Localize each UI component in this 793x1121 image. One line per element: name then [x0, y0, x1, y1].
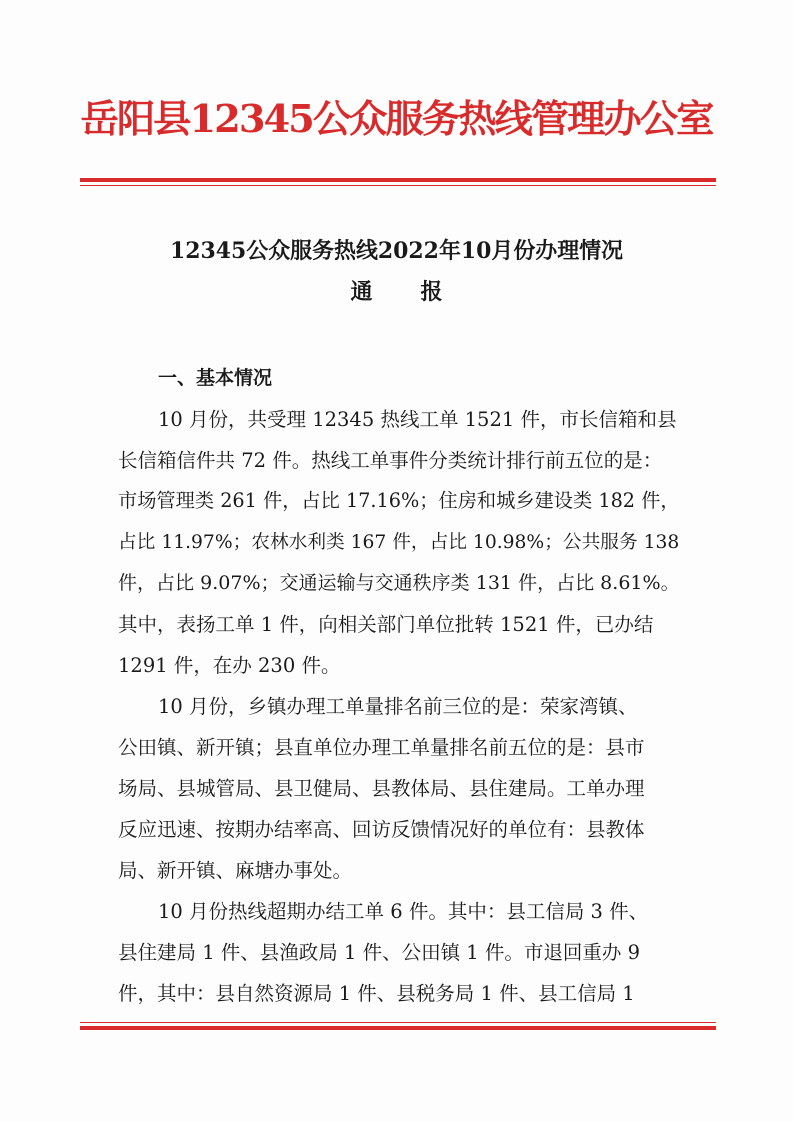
body-line: 局、新开镇、麻塘办事处。 [118, 859, 353, 882]
body-line: 反应迅速、按期办结率高、回访反馈情况好的单位有：县教体 [118, 818, 645, 841]
document-title-line1: 12345公众服务热线2022年10月份办理情况 [169, 238, 624, 264]
body-line: 场局、县城管局、县卫健局、县教体局、县住建局。工单办理 [118, 777, 645, 800]
body-line: 件，占比 9.07%；交通运输与交通秩序类 131 件，占比 8.61%。 [118, 572, 680, 594]
footer-rule-thick [80, 1026, 716, 1030]
document-title-line2: 通报 [350, 279, 491, 305]
body-line: 占比 11.97%；农林水利类 167 件，占比 10.98%；公共服务 138 [118, 532, 680, 553]
body-line: 其中，表扬工单 1 件，向相关部门单位批转 1521 件，已办结 [118, 613, 654, 636]
footer-rule-thin [80, 1022, 716, 1023]
body-line: 县住建局 1 件、县渔政局 1 件、公田镇 1 件。市退回重办 9 [118, 941, 641, 964]
masthead-org-name: 岳阳县12345公众服务热线管理办公室 [80, 97, 713, 142]
body-line: 10 月份，乡镇办理工单量排名前三位的是：荣家湾镇、 [158, 695, 638, 718]
masthead-rule-thick [80, 178, 716, 182]
body-line: 公田镇、新开镇；县直单位办理工单量排名前五位的是：县市 [118, 736, 645, 759]
section-heading-basic: 一、基本情况 [158, 367, 273, 389]
body-line: 市场管理类 261 件，占比 17.16%；住房和城乡建设类 182 件， [118, 489, 680, 512]
body-line: 10 月份，共受理 12345 热线工单 1521 件，市长信箱和县 [158, 408, 677, 431]
body-line: 件，其中：县自然资源局 1 件、县税务局 1 件、县工信局 1 [118, 982, 635, 1005]
body-line: 10 月份热线超期办结工单 6 件。其中：县工信局 3 件、 [158, 900, 649, 923]
masthead-rule-thin [80, 185, 716, 186]
body-line: 1291 件，在办 230 件。 [118, 654, 341, 677]
body-line: 长信箱信件共 72 件。热线工单事件分类统计排行前五位的是： [118, 449, 663, 472]
